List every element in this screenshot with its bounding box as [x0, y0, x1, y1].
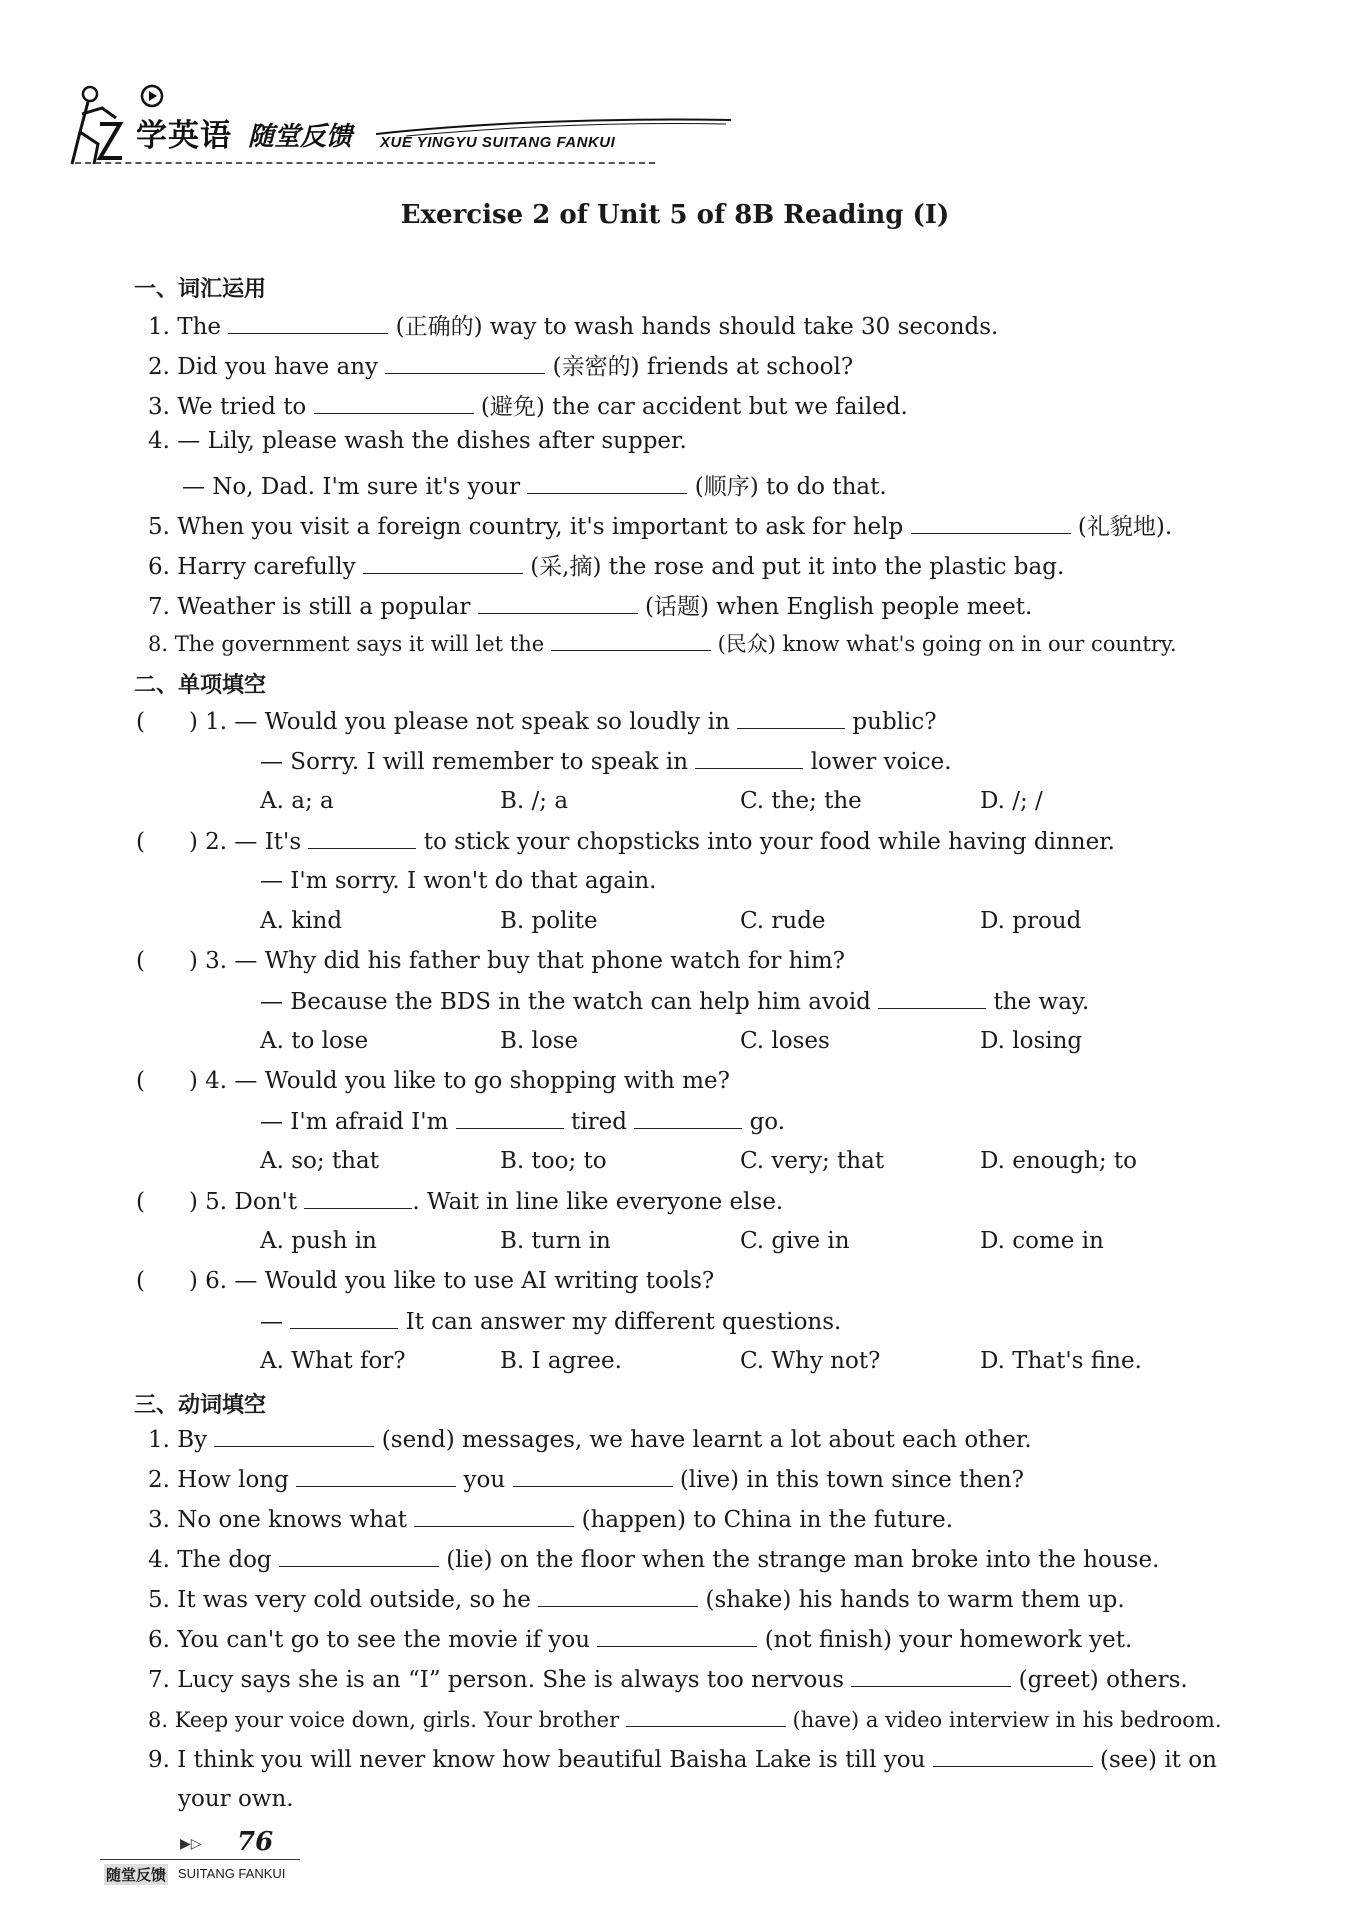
answer-bracket[interactable]: ( ): [136, 1068, 198, 1094]
option-a[interactable]: A. kind: [260, 908, 343, 934]
answer-blank[interactable]: [513, 1466, 673, 1487]
answer-blank[interactable]: [551, 630, 711, 651]
answer-blank[interactable]: [911, 513, 1071, 534]
option-b[interactable]: B. polite: [500, 908, 598, 934]
mc-question: ( ) 4. — Would you like to go shopping with me?: [136, 1068, 730, 1094]
vocab-item: 5. When you visit a foreign country, it's important to ask for help (礼貌地).: [148, 514, 1173, 540]
option-b[interactable]: B. turn in: [500, 1228, 611, 1254]
option-d[interactable]: D. /; /: [980, 788, 1043, 814]
answer-blank[interactable]: [363, 553, 523, 574]
answer-blank[interactable]: [634, 1108, 742, 1129]
footer-arrow-icon: ▶▷: [180, 1836, 202, 1852]
vocab-item: 1. The (正确的) way to wash hands should take 30 seconds.: [148, 314, 999, 340]
answer-blank[interactable]: [414, 1506, 574, 1527]
option-a[interactable]: A. What for?: [260, 1348, 406, 1374]
option-a[interactable]: A. a; a: [260, 788, 334, 814]
mc-question-line: — I'm sorry. I won't do that again.: [260, 868, 657, 894]
option-b[interactable]: B. I agree.: [500, 1348, 622, 1374]
answer-blank[interactable]: [304, 1188, 412, 1209]
mc-question-line: — I'm afraid I'm tired go.: [260, 1109, 786, 1135]
logo-title-cn: 学英语: [136, 118, 232, 154]
answer-blank[interactable]: [538, 1586, 698, 1607]
option-b[interactable]: B. /; a: [500, 788, 569, 814]
verb-item: 5. It was very cold outside, so he (shake) his hands to warm them up.: [148, 1587, 1125, 1613]
verb-item: 4. The dog (lie) on the floor when the strange man broke into the house.: [148, 1547, 1160, 1573]
answer-blank[interactable]: [214, 1426, 374, 1447]
option-a[interactable]: A. so; that: [260, 1148, 379, 1174]
answer-blank[interactable]: [851, 1666, 1011, 1687]
answer-blank[interactable]: [695, 748, 803, 769]
section-heading-multiple-choice: 二、单项填空: [134, 673, 267, 698]
verb-item: 6. You can't go to see the movie if you (not finish) your homework yet.: [148, 1627, 1133, 1653]
answer-bracket[interactable]: ( ): [136, 709, 198, 735]
option-d[interactable]: D. come in: [980, 1228, 1104, 1254]
play-icon: [140, 84, 164, 108]
runner-figure-icon: [70, 84, 126, 170]
answer-bracket[interactable]: ( ): [136, 1268, 198, 1294]
section-heading-verb-fill: 三、动词填空: [134, 1393, 267, 1418]
answer-blank[interactable]: [385, 353, 545, 374]
answer-blank[interactable]: [478, 593, 638, 614]
section-heading-vocabulary: 一、词汇运用: [134, 277, 267, 302]
option-c[interactable]: C. the; the: [740, 788, 862, 814]
option-c[interactable]: C. Why not?: [740, 1348, 881, 1374]
answer-bracket[interactable]: ( ): [136, 948, 198, 974]
verb-item: your own.: [178, 1786, 294, 1812]
verb-item: 3. No one knows what (happen) to China in the future.: [148, 1507, 954, 1533]
option-d[interactable]: D. enough; to: [980, 1148, 1138, 1174]
answer-blank[interactable]: [308, 828, 416, 849]
mc-question: ( ) 3. — Why did his father buy that phone watch for him?: [136, 948, 845, 974]
verb-item: 7. Lucy says she is an “I” person. She is always too nervous (greet) others.: [148, 1667, 1188, 1693]
footer-label-cn: 随堂反馈: [106, 1866, 167, 1884]
answer-blank[interactable]: [878, 988, 986, 1009]
option-c[interactable]: C. very; that: [740, 1148, 885, 1174]
vocab-item: 7. Weather is still a popular (话题) when English people meet.: [148, 594, 1033, 620]
vocab-item: 6. Harry carefully (采,摘) the rose and put it into the plastic bag.: [148, 554, 1065, 580]
answer-blank[interactable]: [314, 393, 474, 414]
mc-question-line: — Because the BDS in the watch can help him avoid the way.: [260, 989, 1090, 1015]
answer-blank[interactable]: [933, 1746, 1093, 1767]
answer-blank[interactable]: [296, 1466, 456, 1487]
mc-question: ( ) 5. Don't . Wait in line like everyone else.: [136, 1189, 784, 1215]
page-title: Exercise 2 of Unit 5 of 8B Reading (Ⅰ): [400, 200, 950, 230]
answer-blank[interactable]: [279, 1546, 439, 1567]
answer-blank[interactable]: [228, 313, 388, 334]
answer-blank[interactable]: [527, 473, 687, 494]
logo-title-en: XUE YINGYU SUITANG FANKUI: [380, 134, 616, 151]
option-c[interactable]: C. rude: [740, 908, 826, 934]
mc-question: ( ) 2. — It's to stick your chopsticks into your food while having dinner.: [136, 829, 1115, 855]
option-d[interactable]: D. proud: [980, 908, 1082, 934]
mc-question: ( ) 1. — Would you please not speak so loudly in public?: [136, 709, 937, 735]
mc-question: ( ) 6. — Would you like to use AI writing tools?: [136, 1268, 715, 1294]
option-b[interactable]: B. lose: [500, 1028, 579, 1054]
header-divider: [75, 162, 655, 164]
answer-blank[interactable]: [626, 1706, 786, 1727]
footer-label-en: SUITANG FANKUI: [178, 1866, 286, 1881]
option-b[interactable]: B. too; to: [500, 1148, 607, 1174]
vocab-item: 3. We tried to (避免) the car accident but we failed.: [148, 394, 908, 420]
page-number: 76: [237, 1827, 274, 1857]
vocab-item: — No, Dad. I'm sure it's your (顺序) to do that.: [182, 474, 887, 500]
verb-item: 8. Keep your voice down, girls. Your brother (have) a video interview in his bedroom.: [148, 1708, 1222, 1732]
logo-subtitle-cn: 随堂反馈: [248, 122, 353, 152]
option-d[interactable]: D. That's fine.: [980, 1348, 1142, 1374]
option-a[interactable]: A. to lose: [260, 1028, 369, 1054]
option-c[interactable]: C. loses: [740, 1028, 830, 1054]
vocab-item: 2. Did you have any (亲密的) friends at school?: [148, 354, 854, 380]
vocab-item: 8. The government says it will let the (民众) know what's going on in our country.: [148, 632, 1177, 656]
mc-question-line: — It can answer my different questions.: [260, 1309, 842, 1335]
answer-blank[interactable]: [597, 1626, 757, 1647]
verb-item: 9. I think you will never know how beautiful Baisha Lake is till you (see) it on: [148, 1747, 1217, 1773]
vocab-item: 4. — Lily, please wash the dishes after supper.: [148, 428, 687, 454]
verb-item: 2. How long you (live) in this town since then?: [148, 1467, 1024, 1493]
answer-blank[interactable]: [737, 708, 845, 729]
answer-bracket[interactable]: ( ): [136, 1189, 198, 1215]
answer-blank[interactable]: [456, 1108, 564, 1129]
verb-item: 1. By (send) messages, we have learnt a lot about each other.: [148, 1427, 1032, 1453]
answer-blank[interactable]: [290, 1308, 398, 1329]
option-a[interactable]: A. push in: [260, 1228, 377, 1254]
answer-bracket[interactable]: ( ): [136, 829, 198, 855]
option-d[interactable]: D. losing: [980, 1028, 1083, 1054]
option-c[interactable]: C. give in: [740, 1228, 850, 1254]
mc-question-line: — Sorry. I will remember to speak in lower voice.: [260, 749, 952, 775]
